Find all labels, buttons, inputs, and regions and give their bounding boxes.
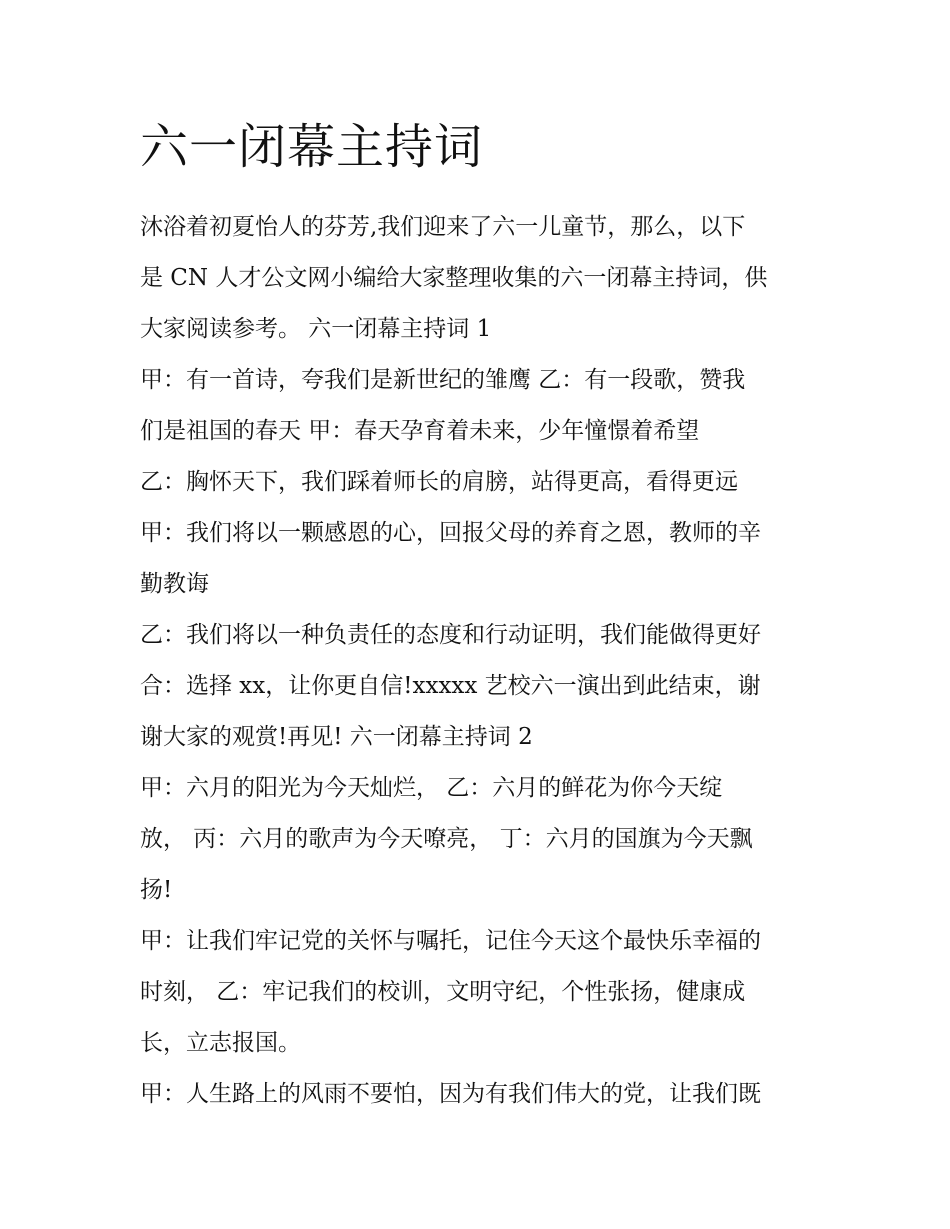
text-line: 大家阅读参考。 六一闭幕主持词 1 bbox=[140, 316, 492, 342]
text-line: 们是祖国的春天 甲：春天孕育着未来，少年憧憬着希望 bbox=[140, 418, 700, 444]
text-line: 甲：我们将以一颗感恩的心，回报父母的养育之恩，教师的辛 bbox=[140, 520, 761, 546]
text-line: 甲：让我们牢记党的关怀与嘱托，记住今天这个最快乐幸福的 bbox=[140, 928, 761, 954]
text-line: 放， 丙：六月的歌声为今天嘹亮， 丁：六月的国旗为今天飘 bbox=[140, 826, 753, 852]
text-line: 长，立志报国。 bbox=[140, 1030, 301, 1056]
document-body bbox=[140, 202, 820, 1120]
text-line: 乙：我们将以一种负责任的态度和行动证明，我们能做得更好 bbox=[140, 622, 761, 648]
document-title: 六一闭幕主持词 bbox=[140, 119, 484, 175]
text-line: 勤教诲 bbox=[140, 571, 209, 597]
text-line: 时刻， 乙：牢记我们的校训，文明守纪，个性张扬，健康成 bbox=[140, 979, 746, 1005]
text-line: 是 CN 人才公文网小编给大家整理收集的六一闭幕主持词，供 bbox=[140, 265, 768, 291]
document-page bbox=[140, 112, 820, 1120]
text-line: 甲：六月的阳光为今天灿烂， 乙：六月的鲜花为你今天绽 bbox=[140, 775, 723, 801]
text-line: 甲：有一首诗，夸我们是新世纪的雏鹰 乙：有一段歌，赞我 bbox=[140, 367, 746, 393]
text-line: 乙：胸怀天下，我们踩着师长的肩膀，站得更高，看得更远 bbox=[140, 469, 738, 495]
text-line: 沐浴着初夏怡人的芬芳,我们迎来了六一儿童节，那么，以下 bbox=[140, 214, 746, 240]
text-line: 甲：人生路上的风雨不要怕，因为有我们伟大的党，让我们既 bbox=[140, 1081, 761, 1107]
text-line: 合：选择 xx，让你更自信!xxxxx 艺校六一演出到此结束，谢 bbox=[140, 673, 761, 699]
text-line: 扬! bbox=[140, 877, 173, 903]
text-line: 谢大家的观赏!再见! 六一闭幕主持词 2 bbox=[140, 724, 533, 750]
